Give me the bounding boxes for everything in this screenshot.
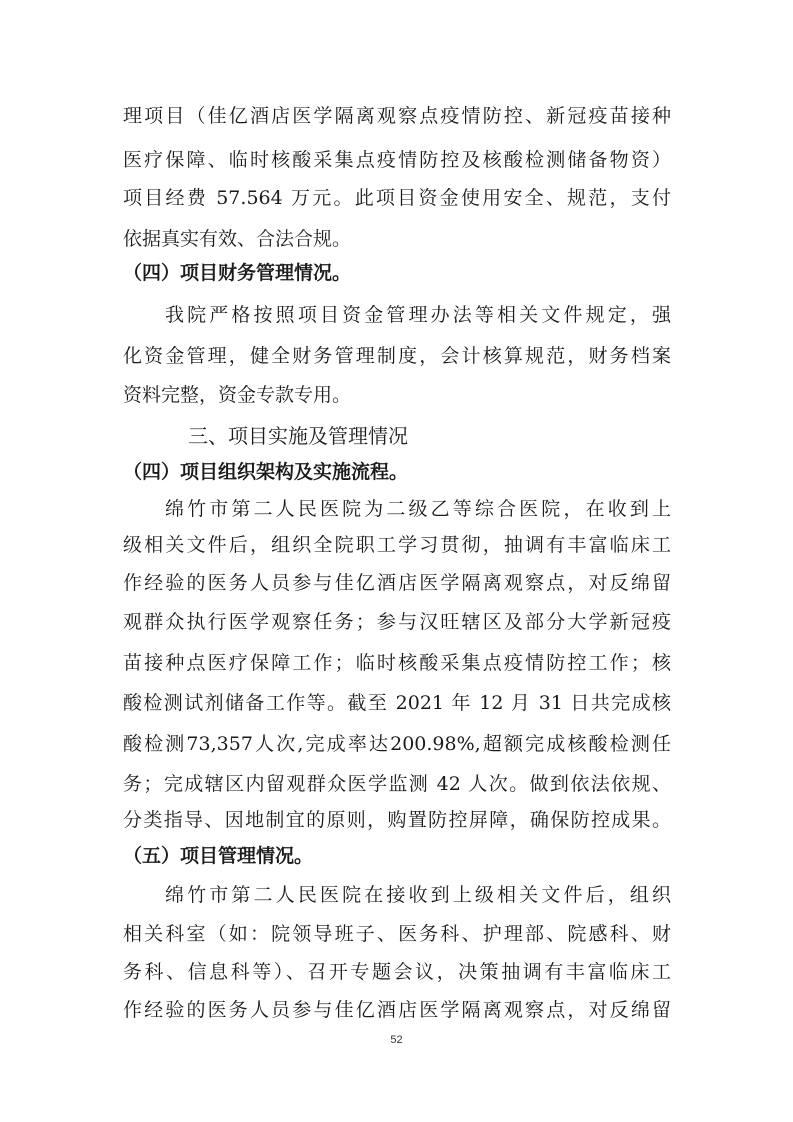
paragraph-line: 务；完成辖区内留观群众医学监测 42 人次。做到依法依规、 [123, 773, 671, 795]
section-heading: （五）项目管理情况。 [123, 845, 314, 867]
paragraph-line: 我院严格按照项目资金管理办法等相关文件规定，强 [165, 304, 671, 326]
paragraph-line: 酸检测试剂储备工作等。截至 2021 年 12 月 31 日共完成核 [123, 692, 671, 714]
paragraph-line: 作经验的医务人员参与佳亿酒店医学隔离观察点，对反绵留 [123, 572, 671, 594]
paragraph-line: 酸检测73,357人次,完成率达200.98%,超额完成核酸检测任 [123, 733, 671, 755]
paragraph-line: 观群众执行医学观察任务；参与汉旺辖区及部分大学新冠疫 [123, 611, 671, 633]
paragraph-line: 理项目（佳亿酒店医学隔离观察点疫情防控、新冠疫苗接种 [123, 105, 671, 127]
paragraph-line: 资料完整，资金专款专用。 [123, 384, 352, 406]
paragraph-line: 相关科室（如：院领导班子、医务科、护理部、院感科、财 [123, 923, 671, 945]
paragraph-line: 绵竹市第二人民医院在接收到上级相关文件后，组织 [165, 884, 671, 906]
paragraph-line: 级相关文件后，组织全院职工学习贯彻，抽调有丰富临床工 [123, 534, 671, 556]
paragraph-line: 绵竹市第二人民医院为二级乙等综合医院，在收到上 [165, 498, 671, 520]
paragraph-line: 依据真实有效、合法合规。 [123, 228, 352, 250]
section-heading: （四）项目组织架构及实施流程。 [123, 461, 409, 483]
paragraph-line: 务科、信息科等）、召开专题会议，决策抽调有丰富临床工 [123, 961, 671, 983]
paragraph-line: 作经验的医务人员参与佳亿酒店医学隔离观察点，对反绵留 [123, 999, 671, 1021]
paragraph-line: 苗接种点医疗保障工作；临时核酸采集点疫情防控工作；核 [123, 652, 671, 674]
section-heading: （四）项目财务管理情况。 [123, 262, 352, 284]
paragraph-line: 项目经费 57.564 万元。此项目资金使用安全、规范，支付 [123, 187, 671, 209]
paragraph-line: 医疗保障、临时核酸采集点疫情防控及核酸检测储备物资） [123, 149, 671, 171]
chapter-heading: 三、项目实施及管理情况 [188, 424, 408, 448]
paragraph-line: 分类指导、因地制宜的原则，购置防控屏障，确保防控成果。 [123, 809, 671, 831]
paragraph-line: 化资金管理，健全财务管理制度，会计核算规范，财务档案 [123, 345, 671, 367]
page-number: 52 [390, 1034, 403, 1046]
